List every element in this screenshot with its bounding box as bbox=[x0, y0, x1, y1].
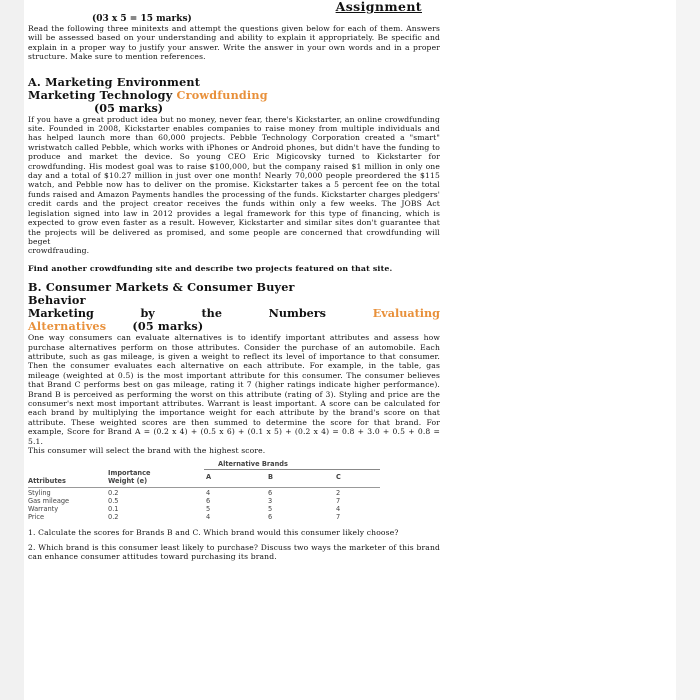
section-b-sub-word-2: by bbox=[140, 306, 155, 321]
table-cell-b: 3 bbox=[268, 497, 273, 506]
section-b-paragraph: One way consumers can evaluate alternatives is to identify important attributes and assess how purchase alternatives perform on those attributes. Consider the purchase of an automobile. Each attribute, such as gas mileage, is given a weight to reflect its level of importance to that consumer. Then the consumer evaluates each alternative on each attribute. For example, in the table, gas mileage (weighted at 0.5) is the most important attribute for this consumer. The consumer believes that Brand C performs best on gas mileage, rating it 7 (higher ratings indicate higher performance). Brand B is perceived as performing the worst on this attribute (rating of 3). Styling and price are the consumer's next most important attributes. Warrant is least important. A score can be calculated for each brand by multiplying the importance weight for each attribute by the brand's score on that attribute. These weighted scores are then summed to determine the score for that brand. For example, Score for Brand A = (0.2 x 4) + (0.5 x 6) + (0.1 x 5) + (0.2 x 4) = 0.8 + 3.0 + 0.5 + 0.8 = 5.1. bbox=[28, 333, 440, 446]
section-b-sub-word-3: the bbox=[201, 306, 222, 321]
section-a-subheading bbox=[28, 89, 440, 102]
table-cell-attribute: Warranty bbox=[28, 505, 59, 514]
section-b-sub-word-4: Numbers bbox=[268, 306, 326, 321]
table-cell-b: 5 bbox=[268, 505, 273, 514]
table-cell-a: 6 bbox=[206, 497, 211, 506]
attribute-table bbox=[28, 460, 440, 520]
right-margin bbox=[676, 0, 700, 700]
table-header-c: C bbox=[336, 473, 341, 482]
table-cell-a: 4 bbox=[206, 513, 211, 522]
table-cell-weight: 0.2 bbox=[108, 513, 119, 522]
table-header-a: A bbox=[206, 473, 212, 482]
section-a-subheading-text: Marketing Technology bbox=[28, 87, 173, 102]
section-a-subheading-accent: Crowdfunding bbox=[176, 87, 268, 102]
table-cell-c: 7 bbox=[336, 497, 341, 506]
table-cell-weight: 0.1 bbox=[108, 505, 119, 514]
section-a-heading: A. Marketing Environment bbox=[28, 74, 201, 89]
section-a-paragraph-tail: crowdfrauding. bbox=[28, 246, 90, 256]
section-b-sub-accent-2: Alternatives bbox=[28, 319, 107, 334]
table-cell-attribute: Styling bbox=[28, 489, 51, 498]
table-header-b: B bbox=[268, 473, 274, 482]
section-b-marks: (05 marks) bbox=[132, 319, 204, 334]
section-b-sub-accent-1: Evaluating bbox=[372, 306, 440, 321]
section-b-paragraph-2: This consumer will select the brand with the highest score. bbox=[28, 446, 266, 455]
table-group-header: Alternative Brands bbox=[218, 460, 288, 469]
table-header-weight: Weight (e) bbox=[108, 477, 148, 486]
section-b-question-2: 2. Which brand is this consumer least likely to purchase? Discuss two ways the marketer of this brand can enhance consumer attitudes toward purchasing its brand. bbox=[28, 542, 440, 562]
page-title: Assignment bbox=[335, 0, 422, 14]
left-margin bbox=[0, 0, 24, 700]
table-cell-c: 4 bbox=[336, 505, 341, 514]
table-cell-b: 6 bbox=[268, 513, 273, 522]
section-a-marks: (05 marks) bbox=[94, 100, 164, 115]
section-b-question-1: 1. Calculate the scores for Brands B and C. Which brand would this consumer likely choose? bbox=[28, 528, 399, 538]
total-marks: (03 x 5 = 15 marks) bbox=[92, 14, 192, 24]
table-cell-c: 7 bbox=[336, 513, 341, 522]
section-b-subheading-line2 bbox=[28, 320, 440, 333]
table-cell-weight: 0.5 bbox=[108, 497, 119, 506]
table-header-importance: Importance bbox=[108, 469, 151, 478]
table-cell-attribute: Price bbox=[28, 513, 45, 522]
section-a-question: Find another crowdfunding site and describe two projects featured on that site. bbox=[28, 263, 393, 273]
table-cell-weight: 0.2 bbox=[108, 489, 119, 498]
document-sheet bbox=[28, 0, 440, 562]
section-b-sub-word-1: Marketing bbox=[28, 306, 94, 321]
table-group-rule bbox=[204, 469, 380, 470]
table-cell-attribute: Gas mileage bbox=[28, 497, 70, 506]
table-cell-c: 2 bbox=[336, 489, 341, 498]
table-header-attributes: Attributes bbox=[28, 477, 66, 486]
section-a-paragraph: If you have a great product idea but no money, never fear, there's Kickstarter, an online crowdfunding site. Founded in 2008, Kickstarter enables companies to raise money from multiple individuals and has helped launch more than 60,000 projects. Pebble Technology Corporation created a "smart" wristwatch called Pebble, which works with iPhones or Android phones, but didn't have the funding to produce and market the device. So young CEO Eric Migicovsky turned to Kickstarter for crowdfunding. His modest goal was to raise $100,000, but the company raised $1 million in only one day and a total of $10.27 million in just over one month! Nearly 70,000 people preordered the $115 watch, and Pebble now has to deliver on the promise. Kickstarter takes a 5 percent fee on the total funds raised and Amazon Payments handles the processing of the funds. Kickstarter charges pledgers' credit cards and the project creator receives the funds within only a few weeks. The JOBS Act legislation signed into law in 2012 provides a legal framework for this type of financing, which is expected to grow even faster as a result. However, Kickstarter and similar sites don't guarantee that the projects will be delivered as promised, and some people are concerned that crowdfunding will beget bbox=[28, 114, 440, 246]
intro-paragraph: Read the following three minitexts and attempt the questions given below for each of them. Answers will be assessed based on your understanding and ability to explain it appropriately. Be specific and explain in a proper way to justify your answer. Write the answer in your own words and in a proper structure. Make sure to mention references. bbox=[28, 24, 440, 62]
table-header-rule bbox=[28, 487, 380, 488]
section-b-heading-line2: Behavior bbox=[28, 293, 86, 308]
table-cell-b: 6 bbox=[268, 489, 273, 498]
table-cell-a: 4 bbox=[206, 489, 211, 498]
section-b-heading: B. Consumer Markets & Consumer Buyer bbox=[28, 280, 295, 295]
table-cell-a: 5 bbox=[206, 505, 211, 514]
